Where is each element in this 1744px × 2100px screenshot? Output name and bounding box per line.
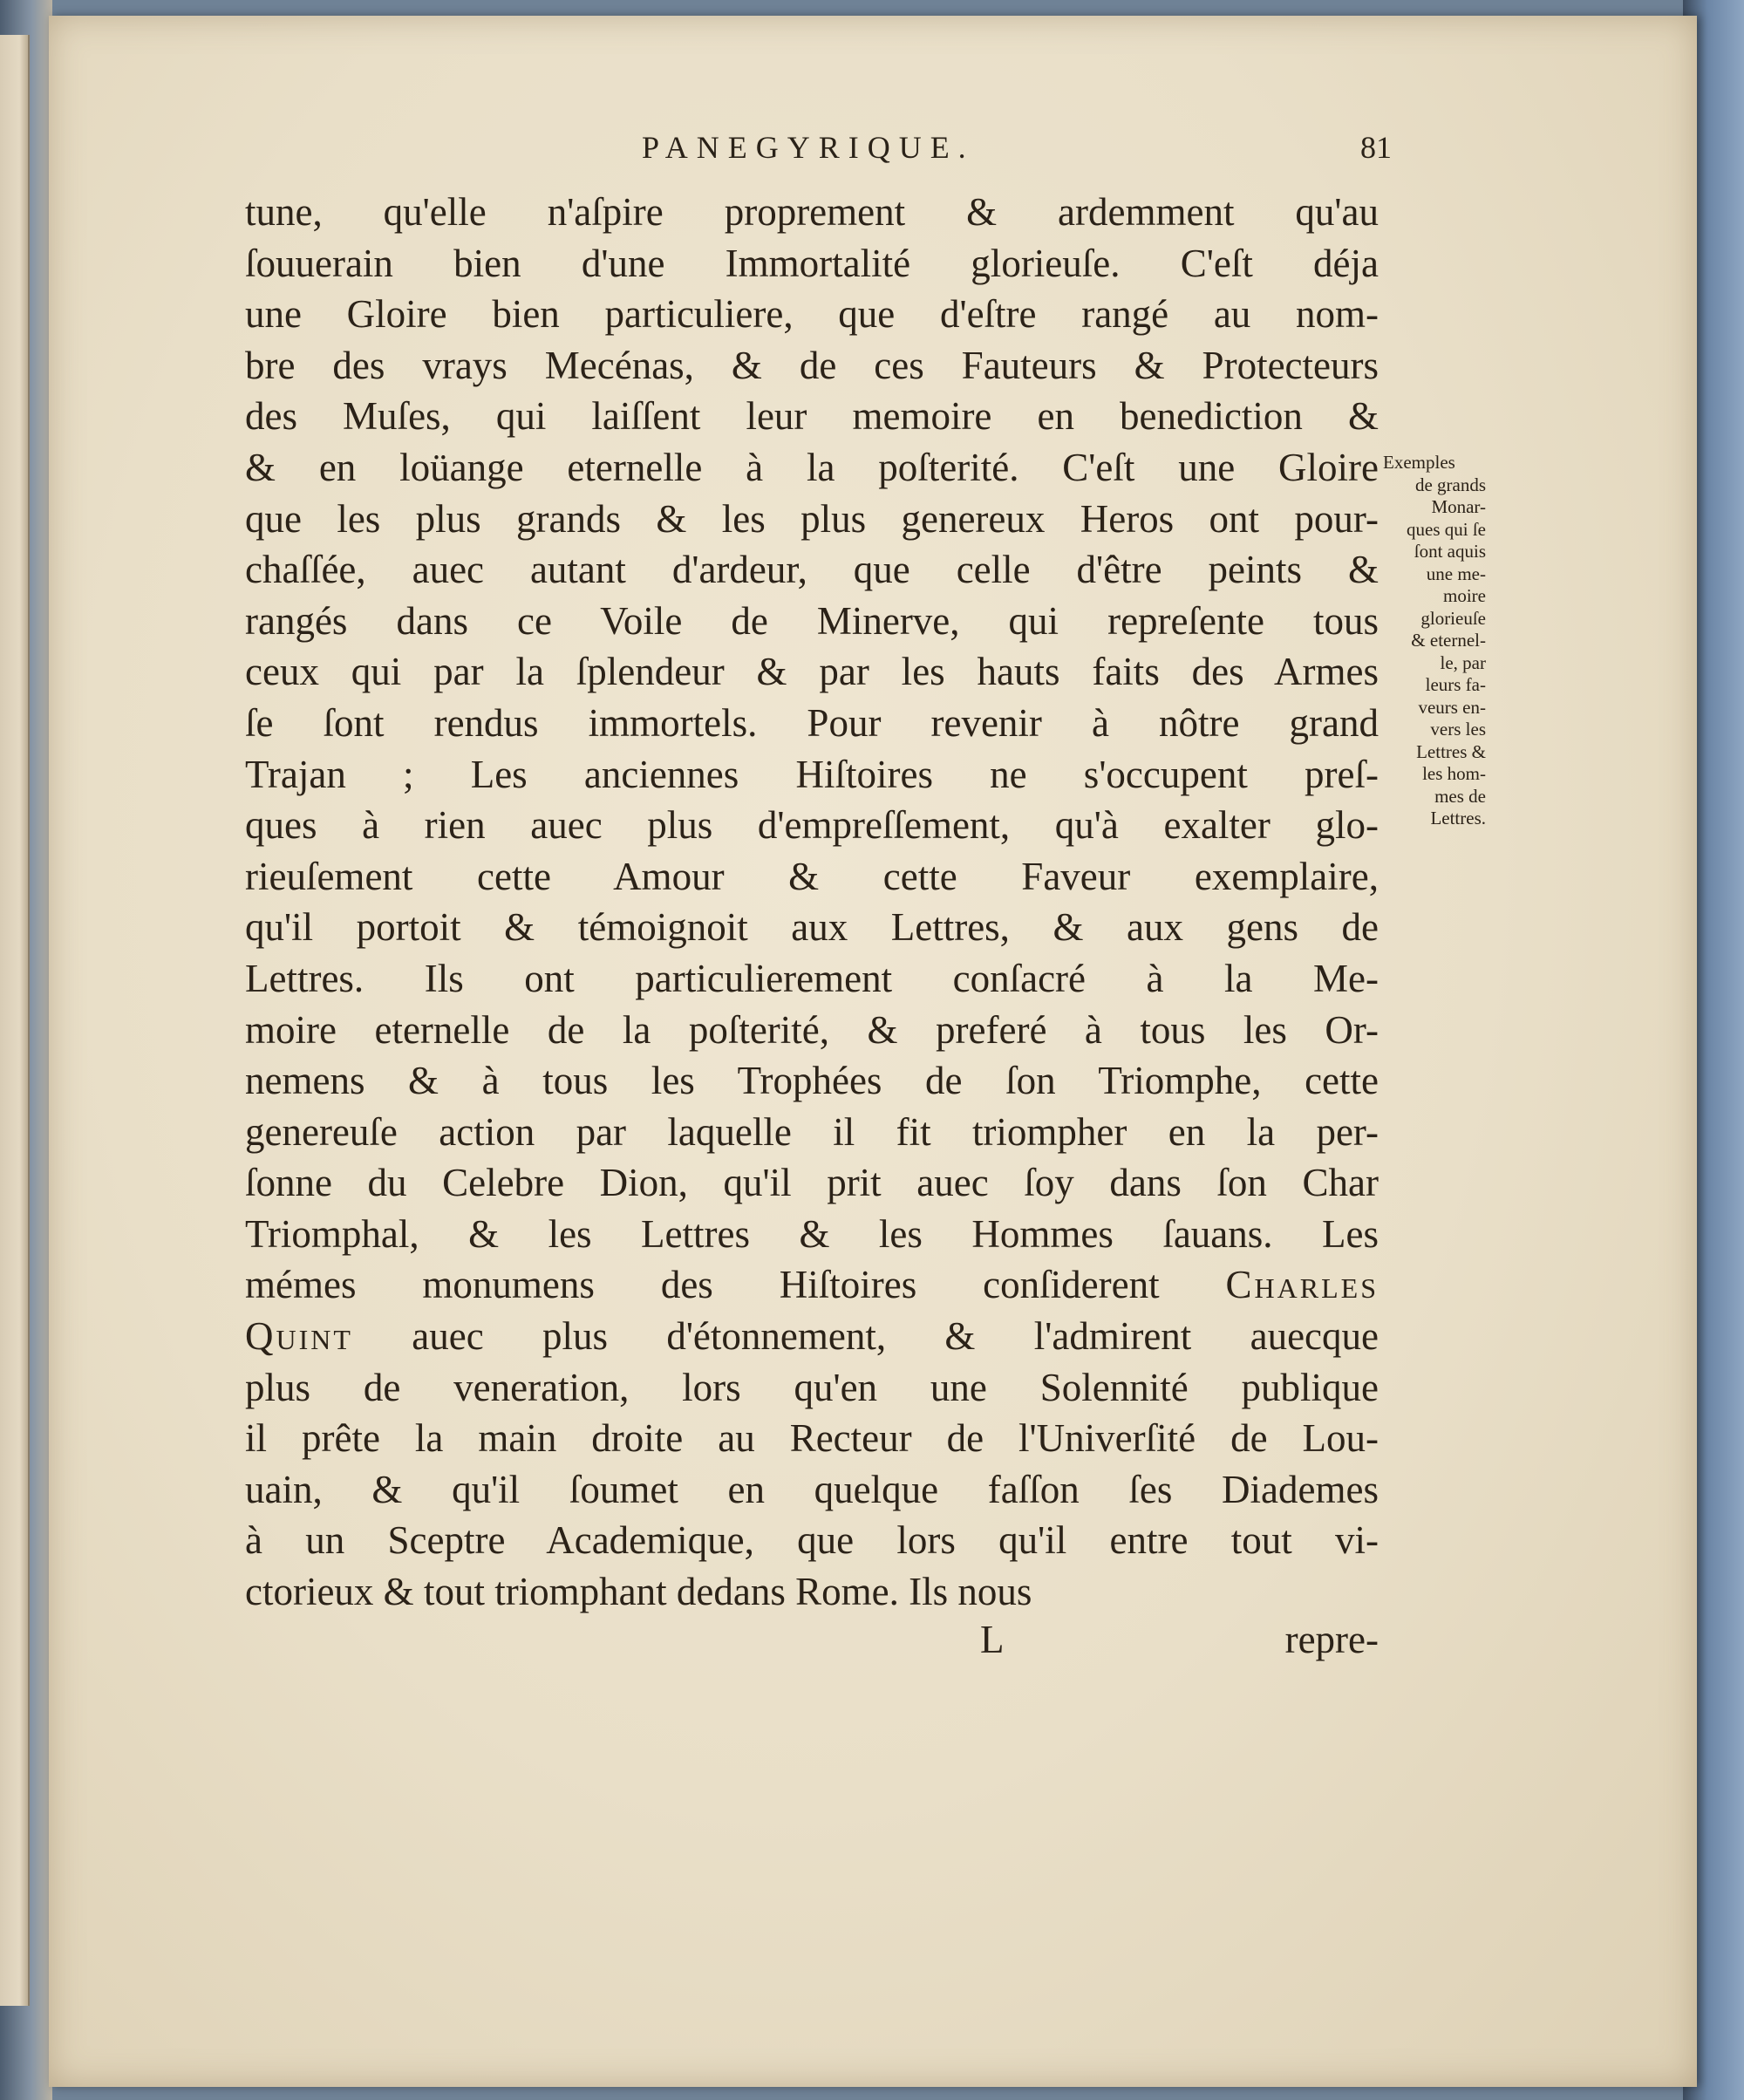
margin-note-line: glorieuſe — [1420, 607, 1486, 629]
text-line: ſouuerain bien d'une Immortalité glorieuſe. C'eſt déja — [245, 241, 1379, 285]
margin-note-line: Monar- — [1431, 496, 1486, 517]
margin-note-line: leurs fa- — [1425, 674, 1486, 695]
main-text-block — [245, 187, 1379, 1618]
text-line: des Muſes, qui laiſſent leur memoire en benediction & — [245, 394, 1379, 439]
margin-note-line: ques qui ſe — [1407, 518, 1486, 540]
margin-note-line: mes de — [1434, 785, 1486, 807]
text-line: bre des vrays Mecénas, & de ces Fauteurs & Protecteurs — [245, 343, 1379, 387]
text-line: uain, & qu'il ſoumet en quelque faſſon ſes Diademes — [245, 1467, 1379, 1511]
text-line: Lettres. Ils ont particulierement conſacré à la Me- — [245, 956, 1379, 1000]
text-line: que les plus grands & les plus genereux Heros ont pour- — [245, 496, 1379, 541]
text-line: ques à rien auec plus d'empreſſement, qu'à exalter glo- — [245, 803, 1379, 848]
text-line — [245, 1259, 1379, 1311]
margin-note-line: le, par — [1440, 651, 1486, 673]
margin-note-line: les hom- — [1422, 763, 1486, 784]
margin-note-line: Lettres. — [1430, 808, 1486, 828]
name-quint: Quint — [245, 1314, 353, 1359]
text-line: chaſſée, auec autant d'ardeur, que celle d'être peints & — [245, 548, 1379, 592]
signature-mark: L — [980, 1618, 1005, 1661]
text-line: ceux qui par la ſplendeur & par les hauts faits des Armes — [245, 650, 1379, 694]
margin-note-line: moire — [1443, 585, 1486, 606]
text-line: qu'il portoit & témoignoit aux Lettres, & aux gens de — [245, 905, 1379, 950]
text-line: il prête la main droite au Recteur de l'Univerſité de Lou- — [245, 1416, 1379, 1461]
margin-note — [1383, 452, 1486, 830]
text-line: ſe ſont rendus immortels. Pour revenir à nôtre grand — [245, 700, 1379, 745]
text-line: ſonne du Celebre Dion, qu'il prit auec ſoy dans ſon Char — [245, 1161, 1379, 1205]
page-header — [572, 129, 1392, 181]
name-charles: Charles — [1225, 1263, 1379, 1307]
text-line: genereuſe action par laquelle il fit triompher en la per- — [245, 1109, 1379, 1154]
text-line: une Gloire bien particuliere, que d'eſtre rangé au nom- — [245, 292, 1379, 337]
text-fragment: mémes monumens des Hiſtoires conſiderent — [245, 1263, 1160, 1307]
margin-note-line: de grands — [1414, 474, 1486, 495]
text-line: Trajan ; Les anciennes Hiſtoires ne s'occupent preſ- — [245, 752, 1379, 796]
text-line: & en loüange eternelle à la poſterité. C'eſt une Gloire — [245, 445, 1379, 489]
text-line: rieuſement cette Amour & cette Faveur exemplaire, — [245, 854, 1379, 898]
page-footer — [245, 1617, 1379, 1669]
margin-note-line: ſont aquis — [1414, 541, 1486, 562]
running-title: PANEGYRIQUE. — [642, 130, 975, 165]
text-line — [245, 1311, 1379, 1362]
margin-note-line: Exemples — [1383, 452, 1455, 473]
margin-note-line: Lettres & — [1416, 740, 1486, 762]
text-fragment: auec plus d'étonnement, & l'admirent auecque — [412, 1314, 1380, 1359]
previous-page-edge — [0, 35, 30, 2006]
page-number: 81 — [1360, 130, 1392, 165]
text-line: tune, qu'elle n'aſpire proprement & ardemment qu'au — [245, 190, 1379, 234]
text-line: plus de veneration, lors qu'en une Solennité publique — [245, 1365, 1379, 1409]
book-page — [49, 16, 1697, 2087]
margin-note-line: & eternel- — [1411, 630, 1486, 651]
margin-note-line: vers les — [1430, 719, 1486, 740]
margin-note-line: une me- — [1426, 562, 1486, 584]
text-line: à un Sceptre Academique, que lors qu'il entre tout vi- — [245, 1518, 1379, 1563]
text-line: nemens & à tous les Trophées de ſon Triomphe, cette — [245, 1059, 1379, 1103]
margin-note-line: veurs en- — [1418, 696, 1486, 718]
catchword: repre- — [1284, 1618, 1379, 1661]
text-line: ctorieux & tout triomphant dedans Rome. Ils nous — [245, 1570, 1032, 1614]
text-line: moire eternelle de la poſterité, & preferé à tous les Or- — [245, 1007, 1379, 1052]
text-line: rangés dans ce Voile de Minerve, qui repreſente tous — [245, 598, 1379, 643]
text-line: Triomphal, & les Lettres & les Hommes ſauans. Les — [245, 1211, 1379, 1256]
